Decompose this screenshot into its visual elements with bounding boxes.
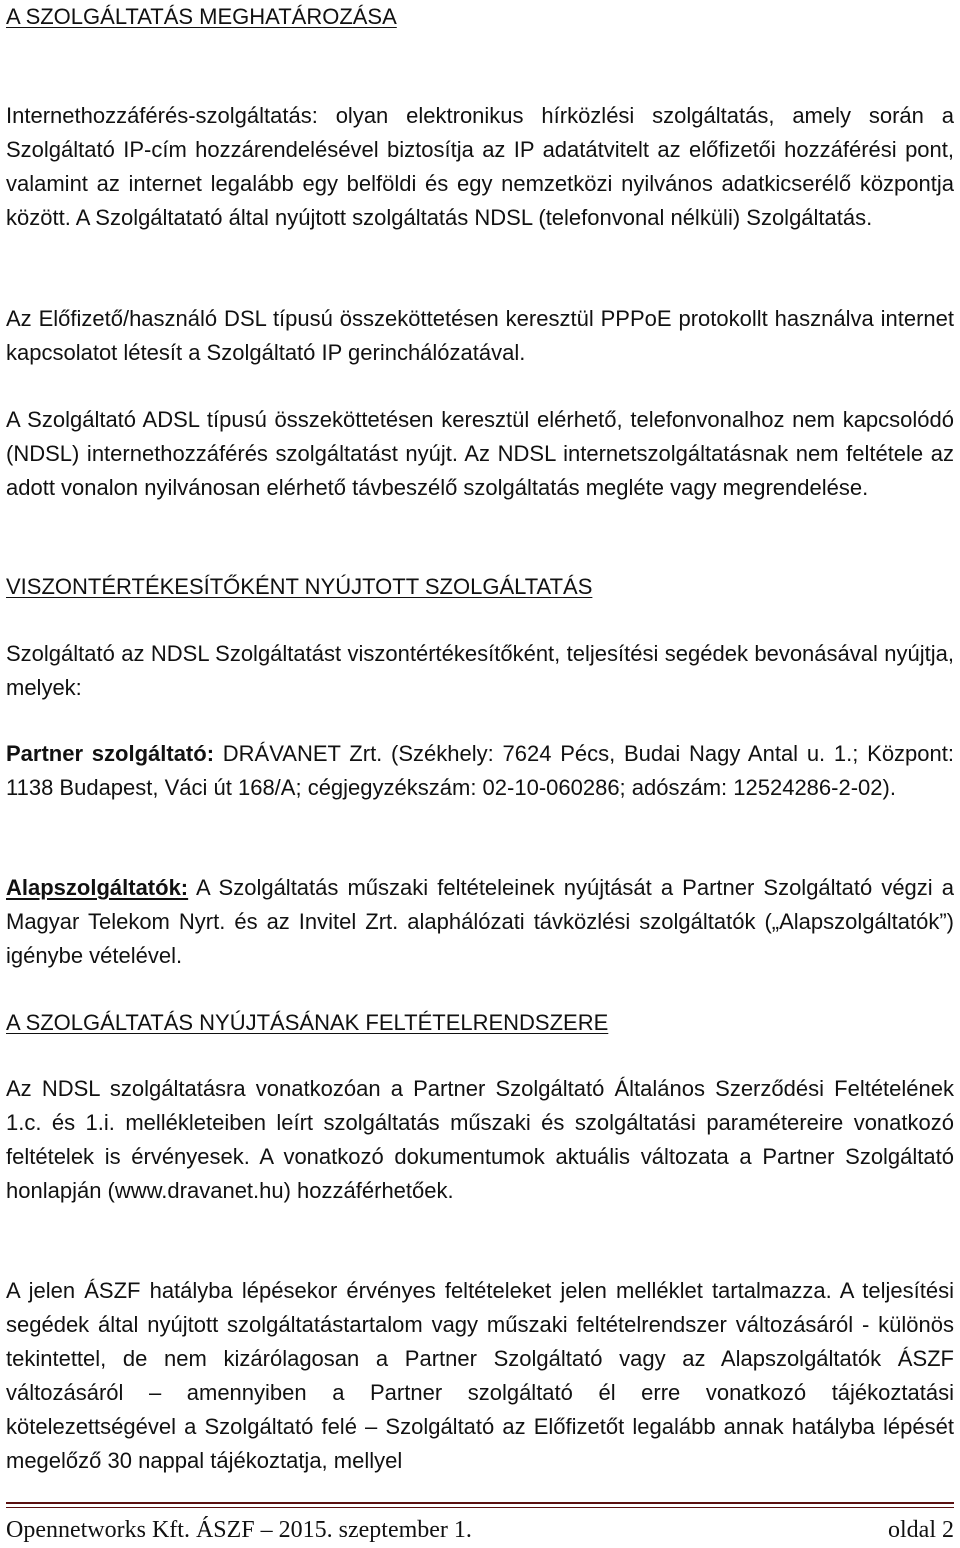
heading-service-definition: A SZOLGÁLTATÁS MEGHATÁROZÁSA bbox=[6, 4, 397, 29]
paragraph-partner-terms: Az NDSL szolgáltatásra vonatkozóan a Partner Szolgáltató Általános Szerződési Feltételének 1.c. és 1.i. mellékleteiben leírt szolgáltatás műszaki és szolgáltatási paramétereire vonatkozó feltételek is érvényesek. A vonatkozó dokumentumok aktuális változata a Partner Szolgáltató honlapján (www.dravanet.hu) hozzáférhetőek. bbox=[6, 1076, 954, 1203]
partner-provider-text: DRÁVANET Zrt. (Székhely: 7624 Pécs, Budai Nagy Antal u. 1.; Központ: 1138 Budapest, Váci út 168/A; cégjegyzékszám: 02-10-060286; adószám: 12524286-2-02). bbox=[6, 741, 954, 800]
partner-provider-label: Partner szolgáltató: bbox=[6, 741, 215, 766]
paragraph-base-providers bbox=[6, 871, 954, 973]
footer-divider-thin bbox=[6, 1507, 954, 1508]
base-providers-text: A Szolgáltatás műszaki feltételeinek nyújtását a Partner Szolgáltató végzi a Magyar Telekom Nyrt. és az Invitel Zrt. alaphálózati távközlési szolgáltatók („Alapszolgáltatók”) igénybe vételével. bbox=[6, 875, 954, 968]
heading-resale-service: VISZONTÉRTÉKESÍTŐKÉNT NYÚJTOTT SZOLGÁLTATÁS bbox=[6, 574, 593, 599]
paragraph-aszf-changes: A jelen ÁSZF hatályba lépésekor érvényes feltételeket jelen melléklet tartalmazza. A teljesítési segédek által nyújtott szolgáltatástartalom vagy műszaki feltételrendszer változásáról - különös tekintettel, de nem kizárólagosan a Partner Szolgáltató vagy az Alapszolgáltatók ÁSZF változásáról – amennyiben a Partner szolgáltató él erre vonatkozó tájékoztatási kötelezettségével a Szolgáltató felé – Szolgáltató az Előfizetőt legalább annak hatályba lépését megelőző 30 nappal tájékoztatja, mellyel bbox=[6, 1278, 954, 1473]
paragraph-resale-intro: Szolgáltató az NDSL Szolgáltatást viszontértékesítőként, teljesítési segédek bevonásával nyújtja, melyek: bbox=[6, 641, 954, 700]
paragraph-internet-access-definition: Internethozzáférés-szolgáltatás: olyan elektronikus hírközlési szolgáltatás, amely során a Szolgáltató IP-cím hozzárendelésével biztosítja az IP adatátvitelt az előfizetői hozzáférési pont, valamint az internet legalább egy belföldi és egy nemzetközi nyilvános adatkicserélő központja között. A Szolgáltatató által nyújtott szolgáltatás NDSL (telefonvonal nélküli) Szolgáltatás. bbox=[6, 103, 954, 230]
footer-document-title: Opennetworks Kft. ÁSZF – 2015. szeptember 1. bbox=[6, 1517, 472, 1543]
footer-page-number: oldal 2 bbox=[888, 1517, 954, 1543]
paragraph-pppoe-connection: Az Előfizető/használó DSL típusú összeköttetésen keresztül PPPoE protokollt használva internet kapcsolatot létesít a Szolgáltató IP gerinchálózatával. bbox=[6, 306, 954, 365]
footer-divider bbox=[6, 1502, 954, 1504]
base-providers-label: Alapszolgáltatók: bbox=[6, 875, 189, 900]
heading-service-conditions: A SZOLGÁLTATÁS NYÚJTÁSÁNAK FELTÉTELRENDSZERE bbox=[6, 1010, 609, 1035]
paragraph-adsl-ndsl-service: A Szolgáltató ADSL típusú összeköttetésen keresztül elérhető, telefonvonalhoz nem kapcsolódó (NDSL) internethozzáférés szolgáltatást nyújt. Az NDSL internetszolgáltatásnak nem feltétele az adott vonalon nyilvánosan elérhető távbeszélő szolgáltatás megléte vagy megrendelése. bbox=[6, 407, 954, 500]
page-footer bbox=[6, 1514, 954, 1546]
paragraph-partner-provider bbox=[6, 737, 954, 805]
